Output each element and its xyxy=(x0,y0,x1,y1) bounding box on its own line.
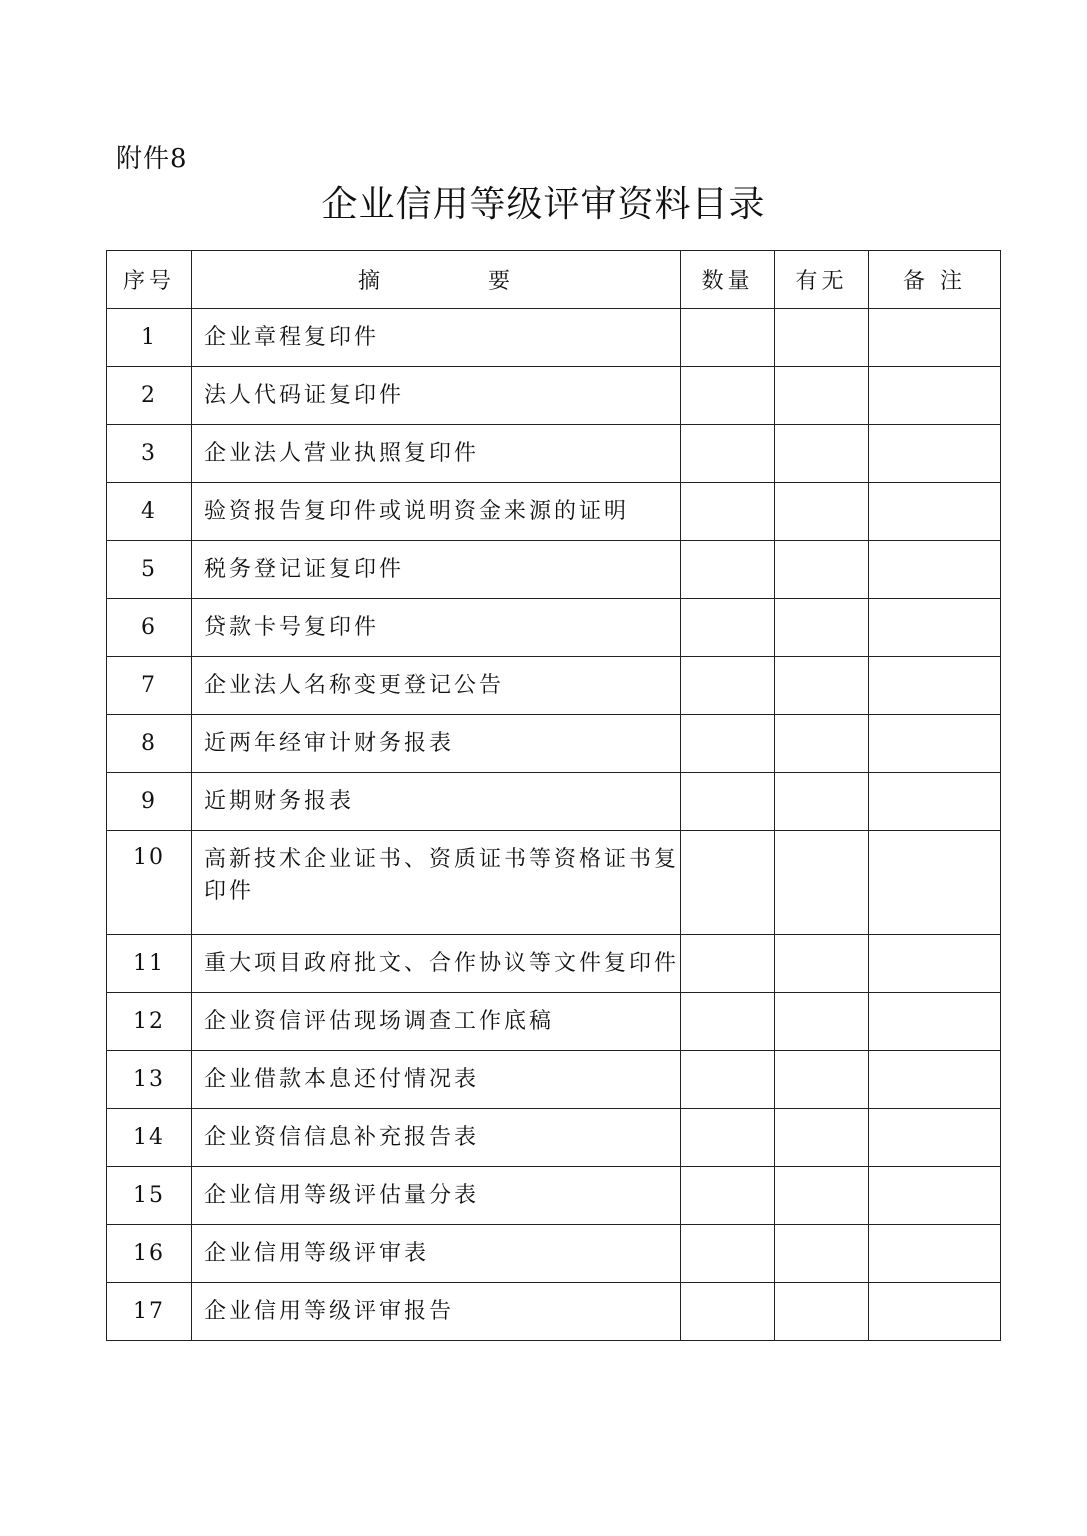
document-title: 企业信用等级评审资料目录 xyxy=(321,184,766,225)
row-quantity-cell xyxy=(681,657,775,715)
row-remarks-cell xyxy=(869,1109,1001,1167)
row-number: 2 xyxy=(107,367,192,425)
row-item: 企业资信评估现场调查工作底稿 xyxy=(192,993,681,1051)
row-item: 验资报告复印件或说明资金来源的证明 xyxy=(192,483,681,541)
row-number: 1 xyxy=(107,309,192,367)
table-row xyxy=(107,599,1001,657)
header-summary: 摘 要 xyxy=(192,251,681,309)
row-item: 贷款卡号复印件 xyxy=(192,599,681,657)
row-item: 近期财务报表 xyxy=(192,773,681,831)
row-presence-cell xyxy=(775,599,869,657)
table-row xyxy=(107,657,1001,715)
row-remarks-cell xyxy=(869,773,1001,831)
row-presence-cell xyxy=(775,1109,869,1167)
row-remarks-cell xyxy=(869,425,1001,483)
row-number: 15 xyxy=(107,1167,192,1225)
row-number: 6 xyxy=(107,599,192,657)
row-remarks-cell xyxy=(869,831,1001,935)
row-quantity-cell xyxy=(681,1109,775,1167)
row-quantity-cell xyxy=(681,425,775,483)
row-quantity-cell xyxy=(681,935,775,993)
row-item: 税务登记证复印件 xyxy=(192,541,681,599)
row-quantity-cell xyxy=(681,715,775,773)
row-item: 企业法人营业执照复印件 xyxy=(192,425,681,483)
row-quantity-cell xyxy=(681,1283,775,1341)
row-remarks-cell xyxy=(869,657,1001,715)
row-item: 企业借款本息还付情况表 xyxy=(192,1051,681,1109)
row-item: 企业信用等级评审报告 xyxy=(192,1283,681,1341)
row-presence-cell xyxy=(775,773,869,831)
row-presence-cell xyxy=(775,935,869,993)
row-number: 7 xyxy=(107,657,192,715)
table-row xyxy=(107,1167,1001,1225)
row-item: 重大项目政府批文、合作协议等文件复印件 xyxy=(192,935,681,993)
row-quantity-cell xyxy=(681,993,775,1051)
row-quantity-cell xyxy=(681,1225,775,1283)
row-remarks-cell xyxy=(869,599,1001,657)
header-presence: 有无 xyxy=(775,251,869,309)
row-remarks-cell xyxy=(869,367,1001,425)
row-item: 企业章程复印件 xyxy=(192,309,681,367)
row-remarks-cell xyxy=(869,1283,1001,1341)
row-remarks-cell xyxy=(869,935,1001,993)
row-presence-cell xyxy=(775,831,869,935)
table-header-row xyxy=(107,251,1001,309)
header-quantity: 数量 xyxy=(681,251,775,309)
row-number: 13 xyxy=(107,1051,192,1109)
row-number: 10 xyxy=(107,831,192,935)
table-row xyxy=(107,309,1001,367)
header-seq: 序号 xyxy=(107,251,192,309)
row-presence-cell xyxy=(775,483,869,541)
row-remarks-cell xyxy=(869,541,1001,599)
row-presence-cell xyxy=(775,309,869,367)
row-presence-cell xyxy=(775,1283,869,1341)
row-number: 17 xyxy=(107,1283,192,1341)
table-row xyxy=(107,715,1001,773)
row-number: 8 xyxy=(107,715,192,773)
row-quantity-cell xyxy=(681,309,775,367)
row-presence-cell xyxy=(775,1051,869,1109)
row-item: 法人代码证复印件 xyxy=(192,367,681,425)
table-row xyxy=(107,773,1001,831)
row-presence-cell xyxy=(775,541,869,599)
row-number: 11 xyxy=(107,935,192,993)
table-row xyxy=(107,541,1001,599)
row-quantity-cell xyxy=(681,773,775,831)
row-remarks-cell xyxy=(869,309,1001,367)
row-presence-cell xyxy=(775,1225,869,1283)
row-item: 企业资信信息补充报告表 xyxy=(192,1109,681,1167)
table-row xyxy=(107,367,1001,425)
row-number: 14 xyxy=(107,1109,192,1167)
table-row xyxy=(107,993,1001,1051)
row-quantity-cell xyxy=(681,541,775,599)
row-number: 4 xyxy=(107,483,192,541)
table-row xyxy=(107,483,1001,541)
row-item: 高新技术企业证书、资质证书等资格证书复印件 xyxy=(192,831,681,935)
row-presence-cell xyxy=(775,993,869,1051)
table-row xyxy=(107,831,1001,935)
row-remarks-cell xyxy=(869,993,1001,1051)
table-row xyxy=(107,935,1001,993)
row-item: 近两年经审计财务报表 xyxy=(192,715,681,773)
materials-catalog-table xyxy=(106,250,1001,1341)
row-quantity-cell xyxy=(681,1167,775,1225)
row-quantity-cell xyxy=(681,599,775,657)
row-item: 企业法人名称变更登记公告 xyxy=(192,657,681,715)
row-quantity-cell xyxy=(681,483,775,541)
header-remarks: 备 注 xyxy=(869,251,1001,309)
row-number: 16 xyxy=(107,1225,192,1283)
table-row xyxy=(107,1109,1001,1167)
row-remarks-cell xyxy=(869,1167,1001,1225)
table-row xyxy=(107,1225,1001,1283)
row-item: 企业信用等级评估量分表 xyxy=(192,1167,681,1225)
row-quantity-cell xyxy=(681,1051,775,1109)
row-number: 3 xyxy=(107,425,192,483)
row-remarks-cell xyxy=(869,1051,1001,1109)
row-presence-cell xyxy=(775,657,869,715)
row-quantity-cell xyxy=(681,367,775,425)
row-number: 9 xyxy=(107,773,192,831)
row-remarks-cell xyxy=(869,1225,1001,1283)
row-number: 5 xyxy=(107,541,192,599)
row-quantity-cell xyxy=(681,831,775,935)
attachment-label: 附件8 xyxy=(116,144,188,174)
row-item: 企业信用等级评审表 xyxy=(192,1225,681,1283)
row-presence-cell xyxy=(775,715,869,773)
row-remarks-cell xyxy=(869,715,1001,773)
row-presence-cell xyxy=(775,425,869,483)
table-row xyxy=(107,1283,1001,1341)
table-row xyxy=(107,425,1001,483)
row-presence-cell xyxy=(775,367,869,425)
table-body xyxy=(107,309,1001,1341)
row-remarks-cell xyxy=(869,483,1001,541)
table-row xyxy=(107,1051,1001,1109)
row-presence-cell xyxy=(775,1167,869,1225)
row-number: 12 xyxy=(107,993,192,1051)
